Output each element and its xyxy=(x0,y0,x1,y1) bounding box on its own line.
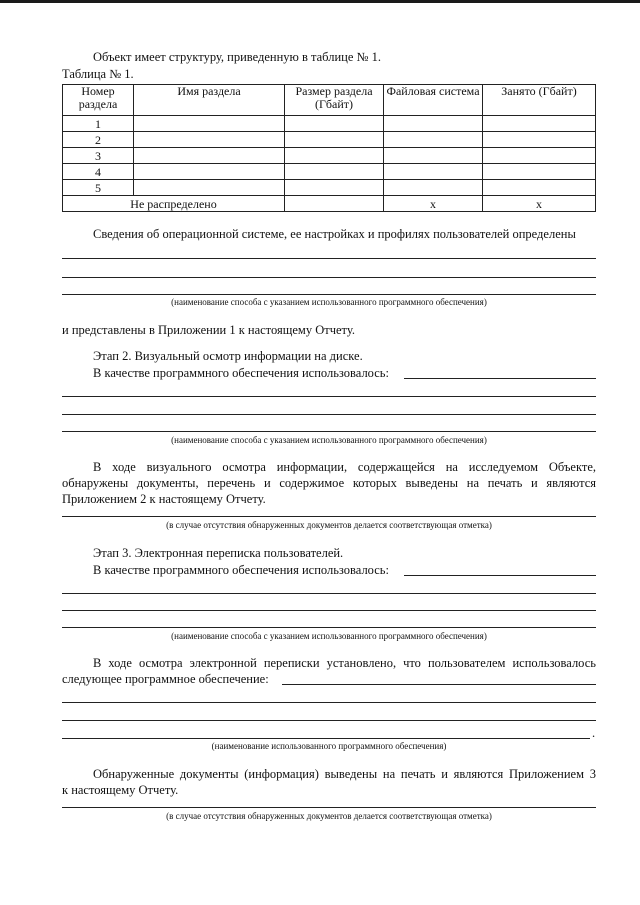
fill-line xyxy=(282,684,596,685)
row-number: 3 xyxy=(63,148,134,164)
stage2-paragraph-line1: В ходе визуального осмотра информации, содержащейся на исследуемом Объекте, xyxy=(93,460,596,474)
final-line2: к настоящему Отчету. xyxy=(62,783,179,797)
table-cell xyxy=(134,132,285,148)
fill-line xyxy=(404,575,596,576)
table-cell xyxy=(384,164,483,180)
fill-line xyxy=(62,738,590,739)
header-used-space: Занято (Гбайт) xyxy=(483,85,596,116)
header-file-system: Файловая система xyxy=(384,85,483,116)
table-cell xyxy=(384,180,483,196)
fill-line xyxy=(62,294,596,295)
stage3-paragraph-line1: В ходе осмотра электронной переписки установлено, что пользователем использовалось xyxy=(93,656,596,670)
stage2-method-caption: (наименование способа с указанием использованного программного обеспечения) xyxy=(171,435,487,445)
table-cell xyxy=(285,180,384,196)
table-cell xyxy=(483,116,596,132)
stage3-paragraph-line2: следующее программное обеспечение: xyxy=(62,672,269,686)
table-cell xyxy=(285,148,384,164)
table-cell xyxy=(134,148,285,164)
os-info-text: Сведения об операционной системе, ее настройках и профилях пользователей определены xyxy=(93,227,576,241)
appendix1-text: и представлены в Приложении 1 к настоящему Отчету. xyxy=(62,323,355,337)
row-number: 5 xyxy=(63,180,134,196)
partition-table xyxy=(62,84,596,212)
table-header-row xyxy=(63,85,596,116)
row-number: 2 xyxy=(63,132,134,148)
fill-line xyxy=(62,720,596,721)
table-cell xyxy=(285,196,384,212)
table-cell xyxy=(384,132,483,148)
table-cell xyxy=(134,164,285,180)
stage3-title: Этап 3. Электронная переписка пользователей. xyxy=(93,546,344,560)
software-caption: (наименование использованного программного обеспечения) xyxy=(211,741,447,751)
table-row xyxy=(63,116,596,132)
table-cell xyxy=(483,148,596,164)
table-cell xyxy=(285,116,384,132)
table-footer-row xyxy=(63,196,596,212)
table-cell xyxy=(483,180,596,196)
method-caption: (наименование способа с указанием использованного программного обеспечения) xyxy=(171,297,487,307)
table-cell xyxy=(285,132,384,148)
fill-line xyxy=(62,258,596,259)
stage2-software-label: В качестве программного обеспечения использовалось: xyxy=(93,366,389,380)
final-line1: Обнаруженные документы (информация) выведены на печать и являются Приложением 3 xyxy=(93,767,596,781)
footer-mark: х xyxy=(384,196,483,212)
stage2-paragraph-line3: Приложением 2 к настоящему Отчету. xyxy=(62,492,266,506)
table-row xyxy=(63,180,596,196)
table-row xyxy=(63,132,596,148)
table-cell xyxy=(483,132,596,148)
scan-top-edge xyxy=(0,0,640,3)
fill-line xyxy=(62,396,596,397)
unallocated-label: Не распределено xyxy=(63,196,285,212)
stage2-note: (в случае отсутствия обнаруженных документов делается соответствующая отметка) xyxy=(166,520,492,530)
fill-line xyxy=(404,378,596,379)
intro-text: Объект имеет структуру, приведенную в таблице № 1. xyxy=(93,50,381,64)
table-row xyxy=(63,164,596,180)
stage2-title: Этап 2. Визуальный осмотр информации на диске. xyxy=(93,349,363,363)
fill-line xyxy=(62,414,596,415)
table-cell xyxy=(134,180,285,196)
fill-line xyxy=(62,702,596,703)
header-partition-number: Номер раздела xyxy=(63,85,134,116)
stage2-paragraph-line2: обнаружены документы, перечень и содержимое которых выведены на печать и являются xyxy=(62,476,596,490)
header-partition-size: Размер раздела (Гбайт) xyxy=(285,85,384,116)
table-cell xyxy=(483,164,596,180)
stage3-software-label: В качестве программного обеспечения использовалось: xyxy=(93,563,389,577)
table-cell xyxy=(134,116,285,132)
header-partition-name: Имя раздела xyxy=(134,85,285,116)
table-caption: Таблица № 1. xyxy=(62,67,134,81)
fill-line xyxy=(62,807,596,808)
table-cell xyxy=(285,164,384,180)
fill-line xyxy=(62,627,596,628)
row-number: 4 xyxy=(63,164,134,180)
table-cell xyxy=(384,148,483,164)
footer-mark: х xyxy=(483,196,596,212)
row-number: 1 xyxy=(63,116,134,132)
fill-line xyxy=(62,593,596,594)
stage3-method-caption: (наименование способа с указанием использованного программного обеспечения) xyxy=(171,631,487,641)
fill-line xyxy=(62,516,596,517)
table-cell xyxy=(384,116,483,132)
table-row xyxy=(63,148,596,164)
trailing-dot: . xyxy=(592,726,596,740)
fill-line xyxy=(62,610,596,611)
stage3-note: (в случае отсутствия обнаруженных документов делается соответствующая отметка) xyxy=(166,811,492,821)
fill-line xyxy=(62,277,596,278)
fill-line xyxy=(62,431,596,432)
